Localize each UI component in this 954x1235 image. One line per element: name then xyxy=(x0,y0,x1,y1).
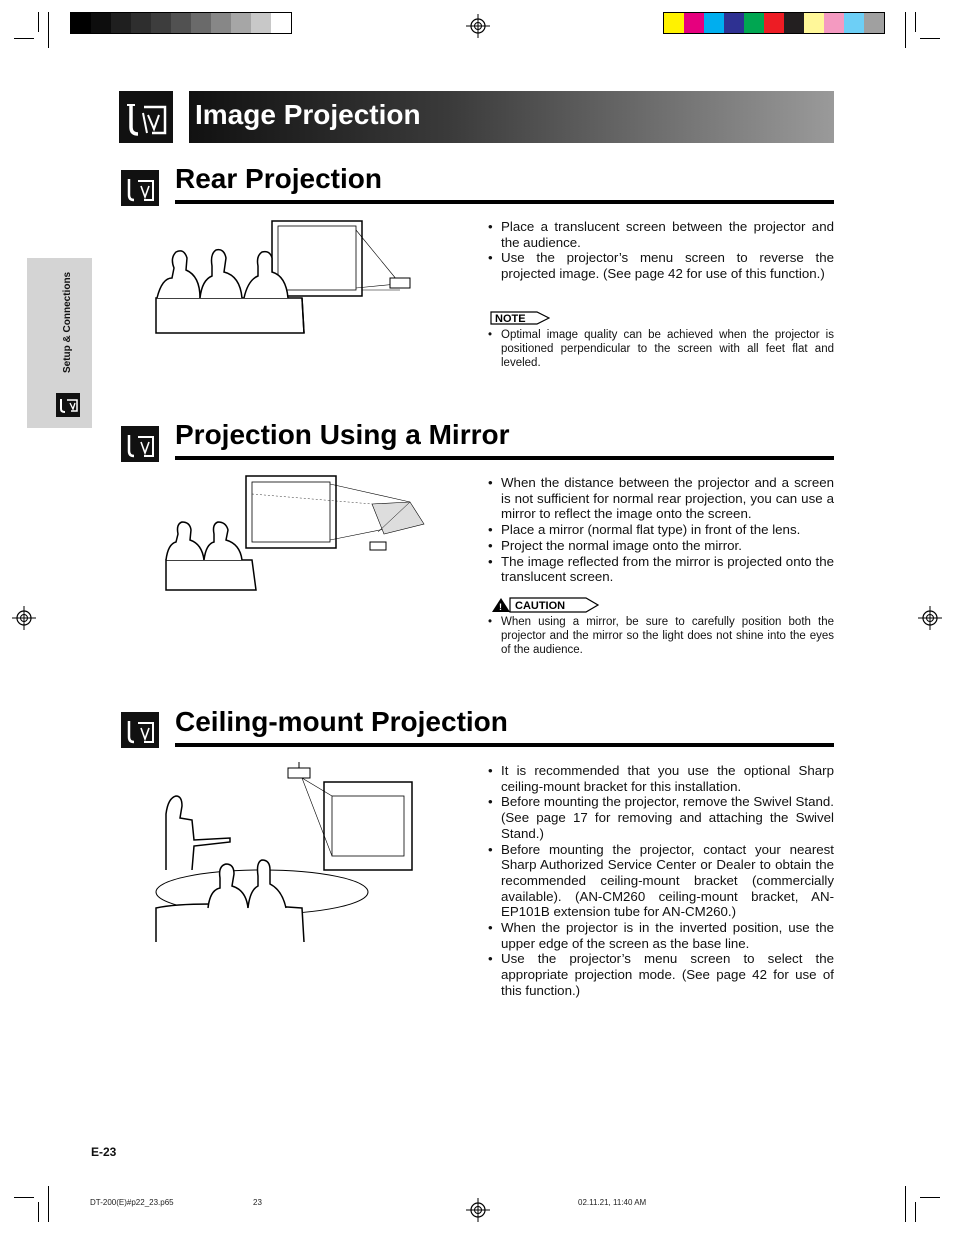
list-item: • Optimal image quality can be achieved when the projector is positioned perpendicular to the screen with all feet flat and leveled. xyxy=(488,328,834,370)
projection-icon xyxy=(119,91,173,143)
gray-swatch xyxy=(111,13,131,33)
list-item: • Place a translucent screen between the projector and the audience. xyxy=(488,219,834,250)
color-swatch xyxy=(724,13,744,33)
color-calibration-bar xyxy=(663,12,885,34)
section-title: Rear Projection xyxy=(175,163,382,194)
svg-text:!: ! xyxy=(499,602,502,612)
color-swatch xyxy=(684,13,704,33)
projection-icon xyxy=(56,393,80,417)
section-rule xyxy=(175,200,834,204)
list-item: • When using a mirror, be sure to carefully position both the projector and the mirror so the light does not shine into the eyes of the audience. xyxy=(488,615,834,657)
footer-page: 23 xyxy=(253,1198,262,1207)
rear-projection-illustration xyxy=(152,218,422,336)
gray-swatch xyxy=(171,13,191,33)
page-number: E-23 xyxy=(91,1145,117,1159)
gray-swatch xyxy=(211,13,231,33)
list-item: • The image reflected from the mirror is projected onto the translucent screen. xyxy=(488,554,834,585)
projection-icon xyxy=(121,426,159,462)
gray-swatch xyxy=(71,13,91,33)
side-tab-label: Setup & Connections xyxy=(62,272,73,374)
caution-label: CAUTION xyxy=(515,600,566,612)
color-swatch xyxy=(824,13,844,33)
list-item: • Before mounting the projector, contact your nearest Sharp Authorized Service Center or Dealer to obtain the recommended ceiling-mount bracket (commercially available). (AN-CM260 ceiling-mount bracket, AN-EP101B extension tube for AN-CM260.) xyxy=(488,842,834,921)
registration-mark-left xyxy=(12,606,36,630)
section-rule xyxy=(175,743,834,747)
gray-swatch xyxy=(131,13,151,33)
section-rule xyxy=(175,456,834,460)
list-item: • When the projector is in the inverted position, use the upper edge of the screen as the base line. xyxy=(488,920,834,951)
section-title: Ceiling-mount Projection xyxy=(175,706,508,737)
footer-file: DT-200(E)#p22_23.p65 xyxy=(90,1198,174,1207)
registration-mark-bottom xyxy=(466,1198,490,1222)
color-swatch xyxy=(664,13,684,33)
bullet-list xyxy=(488,763,834,999)
registration-mark-right xyxy=(918,606,942,630)
color-swatch xyxy=(764,13,784,33)
registration-mark-top xyxy=(466,14,490,38)
list-item: • Use the projector’s menu screen to reverse the projected image. (See page 42 for use of this function.) xyxy=(488,250,834,281)
caution-list xyxy=(488,615,834,657)
list-item: • Use the projector’s menu screen to select the appropriate projection mode. (See page 42 for use of this function.) xyxy=(488,951,834,998)
color-swatch xyxy=(784,13,804,33)
projection-icon xyxy=(121,712,159,748)
color-swatch xyxy=(844,13,864,33)
bullet-list xyxy=(488,219,834,282)
color-swatch xyxy=(804,13,824,33)
list-item: • When the distance between the projector and a screen is not sufficient for normal rear projection, you can use a mirror to reflect the image onto the screen. xyxy=(488,475,834,522)
list-item: • Before mounting the projector, remove the Swivel Stand. (See page 17 for removing and attaching the Swivel Stand.) xyxy=(488,794,834,841)
gray-swatch xyxy=(231,13,251,33)
gray-swatch xyxy=(271,13,291,33)
list-item: • Project the normal image onto the mirror. xyxy=(488,538,834,554)
gray-swatch xyxy=(191,13,211,33)
footer-timestamp: 02.11.21, 11:40 AM xyxy=(578,1198,647,1207)
color-swatch xyxy=(704,13,724,33)
section-title: Projection Using a Mirror xyxy=(175,419,510,450)
mirror-projection-illustration xyxy=(160,472,440,594)
gray-swatch xyxy=(151,13,171,33)
page-title: Image Projection xyxy=(195,99,421,130)
grayscale-calibration-bar xyxy=(70,12,292,34)
gray-swatch xyxy=(91,13,111,33)
bullet-list xyxy=(488,475,834,585)
ceiling-mount-illustration xyxy=(152,762,422,944)
color-swatch xyxy=(864,13,884,33)
note-badge xyxy=(490,311,550,325)
list-item: • It is recommended that you use the optional Sharp ceiling-mount bracket for this installation. xyxy=(488,763,834,794)
color-swatch xyxy=(744,13,764,33)
header-banner xyxy=(189,91,834,143)
list-item: • Place a mirror (normal flat type) in front of the lens. xyxy=(488,522,834,538)
note-label: NOTE xyxy=(495,313,526,325)
gray-swatch xyxy=(251,13,271,33)
caution-badge xyxy=(490,597,600,613)
projection-icon xyxy=(121,170,159,206)
note-list xyxy=(488,328,834,370)
